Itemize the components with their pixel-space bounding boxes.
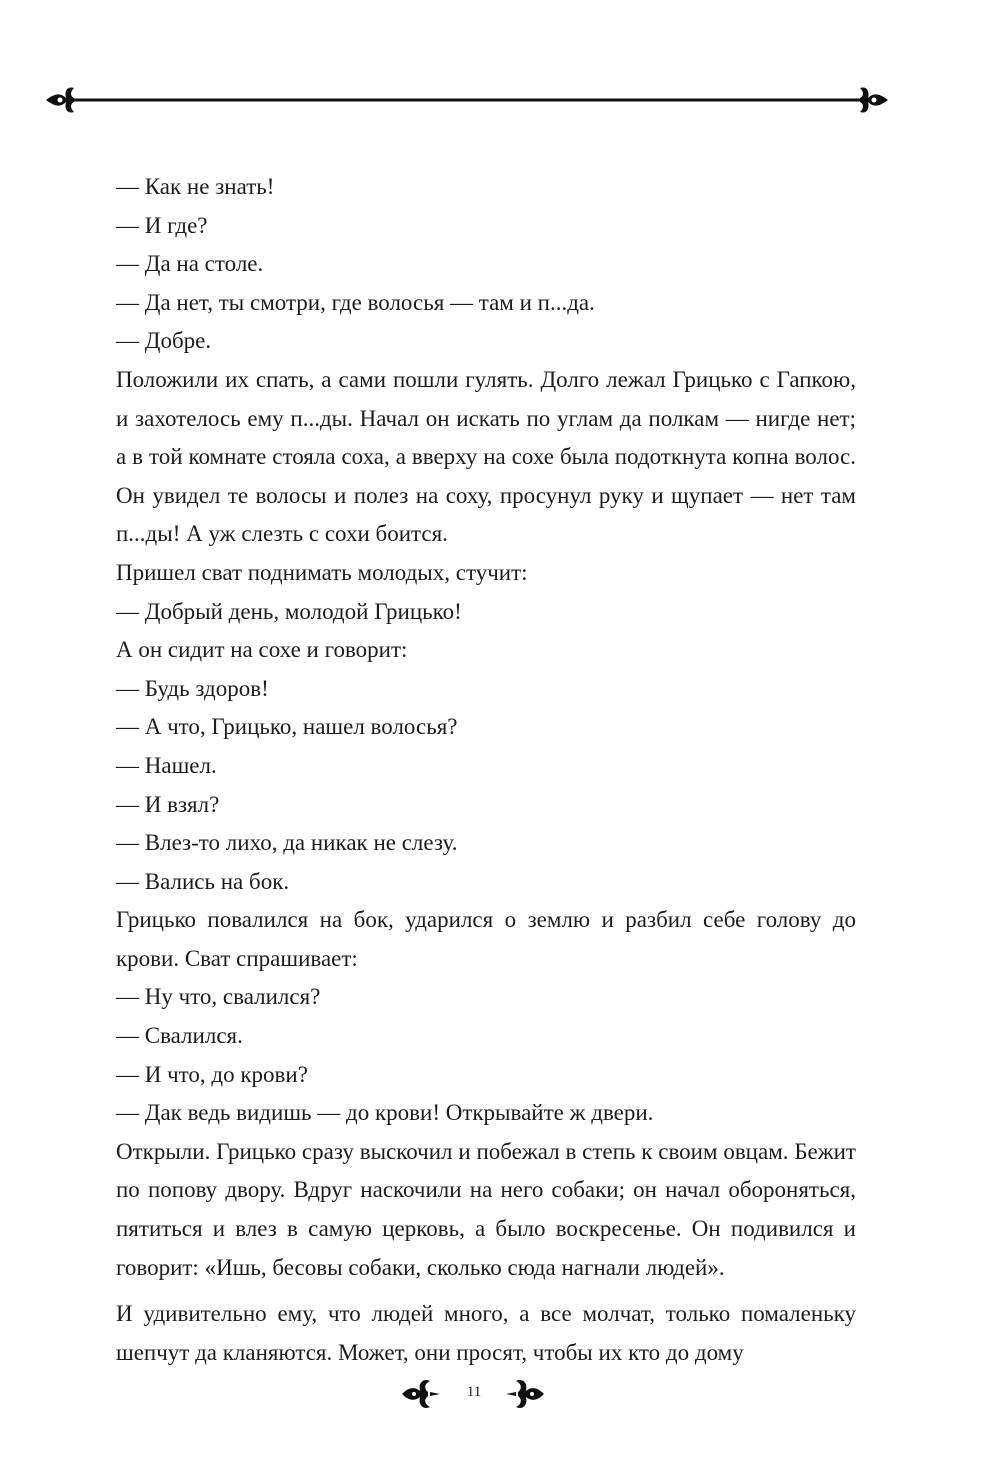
page-number: 11 bbox=[466, 1384, 482, 1400]
header-line bbox=[74, 99, 860, 102]
dialogue-line: — Добрый день, молодой Грицько! bbox=[116, 598, 462, 624]
paragraph: А он сидит на сохе и говорит: bbox=[116, 637, 408, 663]
dialogue-line: — Вались на бок. bbox=[116, 868, 290, 894]
dialogue-line: — И взял? bbox=[116, 791, 220, 817]
dialogue-line: — И что, до крови? bbox=[116, 1061, 308, 1087]
dialogue-line: — Нашел. bbox=[116, 752, 217, 778]
paragraph: Открыли. Грицько сразу выскочил и побежал в степь к своим овцам. Бежит по попову двору. Вдруг наскочили на него собаки; он начал обороняться, пятиться и влез в самую церковь, а было воскресенье. Он подивился и говорит: «Ишь, бесовы собаки, сколько сюда нагнали людей». bbox=[116, 1138, 856, 1280]
page-footer bbox=[0, 1374, 1000, 1414]
dialogue-line: — А что, Грицько, нашел волосья? bbox=[116, 714, 458, 740]
dialogue-line: — Да нет, ты смотри, где волосья — там и п...да. bbox=[116, 289, 595, 315]
dialogue-line: — Ну что, свалился? bbox=[116, 984, 321, 1010]
dialogue-line: — Дак ведь видишь — до крови! Открывайте ж двери. bbox=[116, 1100, 654, 1126]
dialogue-line: — И где? bbox=[116, 212, 208, 238]
dialogue-line: — Добре. bbox=[116, 328, 212, 354]
body-text bbox=[116, 168, 856, 1372]
fleuron-left-icon bbox=[402, 1380, 440, 1408]
dialogue-line: — Свалился. bbox=[116, 1023, 243, 1049]
paragraph: И удивительно ему, что людей много, а все молчат, только помаленьку шепчут да кланяются. Может, они просят, чтобы их кто до дому bbox=[116, 1301, 856, 1365]
dialogue-line: — Как не знать! bbox=[116, 174, 275, 199]
fleuron-right-icon bbox=[860, 87, 888, 112]
dialogue-line: — Будь здоров! bbox=[116, 675, 269, 701]
dialogue-line: — Влез-то лихо, да никак не слезу. bbox=[116, 830, 458, 856]
header-rule bbox=[44, 80, 890, 120]
dialogue-line: — Да на столе. bbox=[116, 251, 264, 277]
paragraph: Пришел сват поднимать молодых, стучит: bbox=[116, 559, 528, 585]
fleuron-left-icon bbox=[46, 87, 74, 112]
fleuron-right-icon bbox=[506, 1380, 544, 1408]
paragraph: Грицько повалился на бок, ударился о землю и разбил себе голову до крови. Сват спрашивает: bbox=[116, 907, 856, 971]
paragraph: Положили их спать, а сами пошли гулять. Долго лежал Грицько с Гапкою, и захотелось ему п...ды. Начал он искать по углам да полкам — нигде нет; а в той комнате стояла соха, а вверху на сохе была подоткнута копна волос. Он увидел те волосы и полез на соху, просунул руку и щупает — нет там п...ды! А уж слезть с сохи боится. bbox=[116, 366, 856, 547]
